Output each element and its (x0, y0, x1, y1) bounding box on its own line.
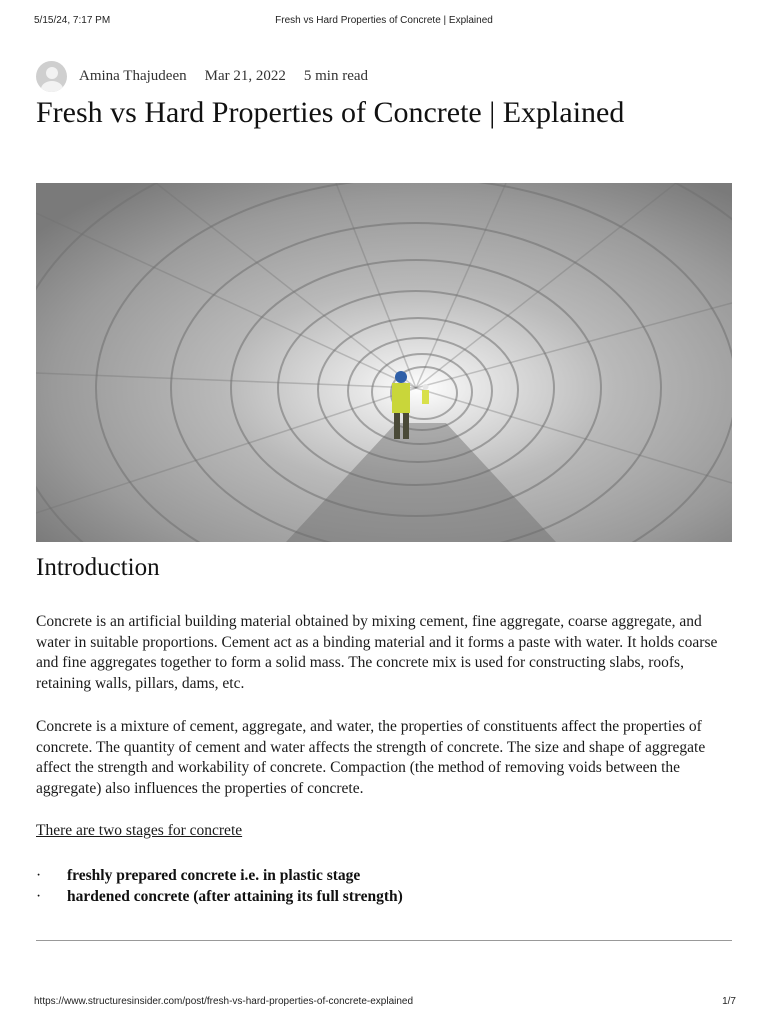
article-meta (36, 60, 368, 92)
read-time: 5 min read (303, 67, 369, 84)
list-item (36, 866, 736, 887)
author-avatar[interactable] (36, 61, 67, 92)
print-datetime: 5/15/24, 7:17 PM (34, 15, 111, 26)
page-number: 1/7 (722, 996, 736, 1007)
intro-paragraph-1: Concrete is an artificial building material obtained by mixing cement, fine aggregate, coarse aggregate, and water in suitable proportions. Cement act as a binding material and it forms a paste with water. It holds coarse and fine aggregates together to form a solid mass. The concrete mix is used for constructing slabs, roofs, retaining walls, pillars, dams, etc. (36, 613, 718, 692)
article-title: Fresh vs Hard Properties of Concrete | Explained (36, 96, 625, 129)
section-heading: Introduction (36, 554, 160, 581)
author-name[interactable]: Amina Thajudeen (79, 67, 187, 84)
bullet-marker: · (36, 867, 42, 884)
divider (36, 940, 732, 941)
hero-image (36, 183, 732, 542)
list-item (36, 887, 736, 908)
publish-date: Mar 21, 2022 (204, 67, 286, 84)
bullet-marker: · (36, 887, 42, 905)
stages-list (36, 866, 736, 907)
print-page-title: Fresh vs Hard Properties of Concrete | Explained (275, 15, 493, 26)
stage-hardened: hardened concrete (after attaining its full strength) (67, 887, 403, 905)
page-url[interactable]: https://www.structuresinsider.com/post/fresh-vs-hard-properties-of-concrete-explained (34, 996, 414, 1007)
intro-paragraph-2: Concrete is a mixture of cement, aggregate, and water, the properties of constituents affect the properties of concrete. The quantity of cement and water affects the strength of concrete. The size and shape of aggregate affect the strength and workability of concrete. Compaction (the method of removing voids between the aggregate) also influences the properties of concrete. (36, 718, 706, 797)
print-footer (0, 996, 768, 1010)
stages-intro: There are two stages for concrete (36, 822, 243, 839)
print-header (0, 15, 768, 29)
stage-fresh: freshly prepared concrete i.e. in plastic stage (67, 867, 361, 884)
